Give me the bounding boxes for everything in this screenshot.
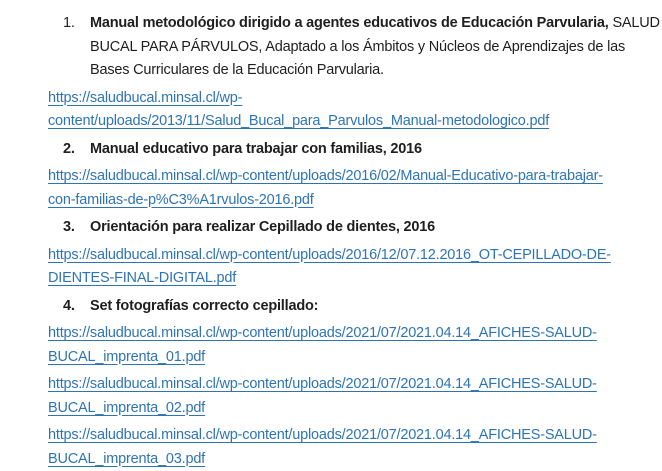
list-item-4-text xyxy=(90,295,648,319)
hyperlink-line: https://saludbucal.minsal.cl/wp-content/uploads/2021/07/2021.04.14_AFICHES-SALUD- xyxy=(48,376,597,392)
list-number-4: 4. xyxy=(63,297,75,314)
list-item-manual-educativo xyxy=(48,138,648,162)
hyperlink-line: DIENTES-FINAL-DIGITAL.pdf xyxy=(48,270,237,286)
list-item-1-line-3: Bases Curriculares de la Educación Parvularia. xyxy=(90,62,384,78)
hyperlink-line: https://saludbucal.minsal.cl/wp-content/uploads/2021/07/2021.04.14_AFICHES-SALUD- xyxy=(48,427,597,443)
list-item-1-bold-run: Manual metodológico dirigido a agentes educativos de Educación Parvularia, xyxy=(90,15,609,31)
list-item-1-text xyxy=(90,12,660,83)
list-item-1-regular-run: SALUD xyxy=(608,15,660,31)
list-item-2-title: Manual educativo para trabajar con familias, 2016 xyxy=(90,140,422,157)
hyperlink-afiches-salud-bucal-03-pdf[interactable] xyxy=(48,424,648,471)
list-number-3: 3. xyxy=(63,219,75,235)
list-number-2: 2. xyxy=(63,140,75,157)
list-item-set-fotografias xyxy=(48,295,648,319)
list-item-4-title: Set fotografías correcto cepillado: xyxy=(90,297,319,314)
hyperlink-line: https://saludbucal.minsal.cl/wp-content/uploads/2021/07/2021.04.14_AFICHES-SALUD- xyxy=(48,325,597,341)
hyperlink-line: BUCAL_imprenta_03.pdf xyxy=(48,450,206,467)
hyperlink-line: content/uploads/2013/11/Salud_Bucal_para_Parvulos_Manual-metodologico.pdf xyxy=(48,113,550,129)
hyperlink-line: BUCAL_imprenta_02.pdf xyxy=(48,399,206,416)
hyperlink-afiches-salud-bucal-02-pdf[interactable] xyxy=(48,373,648,420)
list-item-manual-metodologico xyxy=(48,12,660,83)
hyperlink-line: https://saludbucal.minsal.cl/wp-content/uploads/2016/02/Manual-Educativo-para-trabajar- xyxy=(48,168,603,184)
list-item-3-text xyxy=(90,216,648,240)
hyperlink-manual-metodologico-pdf[interactable] xyxy=(48,87,648,134)
hyperlink-line: https://saludbucal.minsal.cl/wp- xyxy=(48,89,243,106)
list-item-1-line-1 xyxy=(90,12,660,36)
list-item-3-title: Orientación para realizar Cepillado de dientes, 2016 xyxy=(90,219,435,235)
list-item-2-text xyxy=(90,138,648,162)
hyperlink-manual-educativo-familias-pdf[interactable] xyxy=(48,165,648,212)
hyperlink-line: BUCAL_imprenta_01.pdf xyxy=(48,348,206,365)
hyperlink-line: con-familias-de-p%C3%A1rvulos-2016.pdf xyxy=(48,191,314,208)
hyperlink-afiches-salud-bucal-01-pdf[interactable] xyxy=(48,322,648,369)
hyperlink-line: https://saludbucal.minsal.cl/wp-content/uploads/2016/12/07.12.2016_OT-CEPILLADO-DE- xyxy=(48,246,611,263)
hyperlink-ot-cepillado-dientes-pdf[interactable] xyxy=(48,244,648,291)
list-item-1-line-2: BUCAL PARA PÁRVULOS, Adaptado a los Ámbitos y Núcleos de Aprendizajes de las xyxy=(90,38,626,55)
list-number-1: 1. xyxy=(63,15,75,31)
list-item-orientacion-cepillado xyxy=(48,216,648,240)
